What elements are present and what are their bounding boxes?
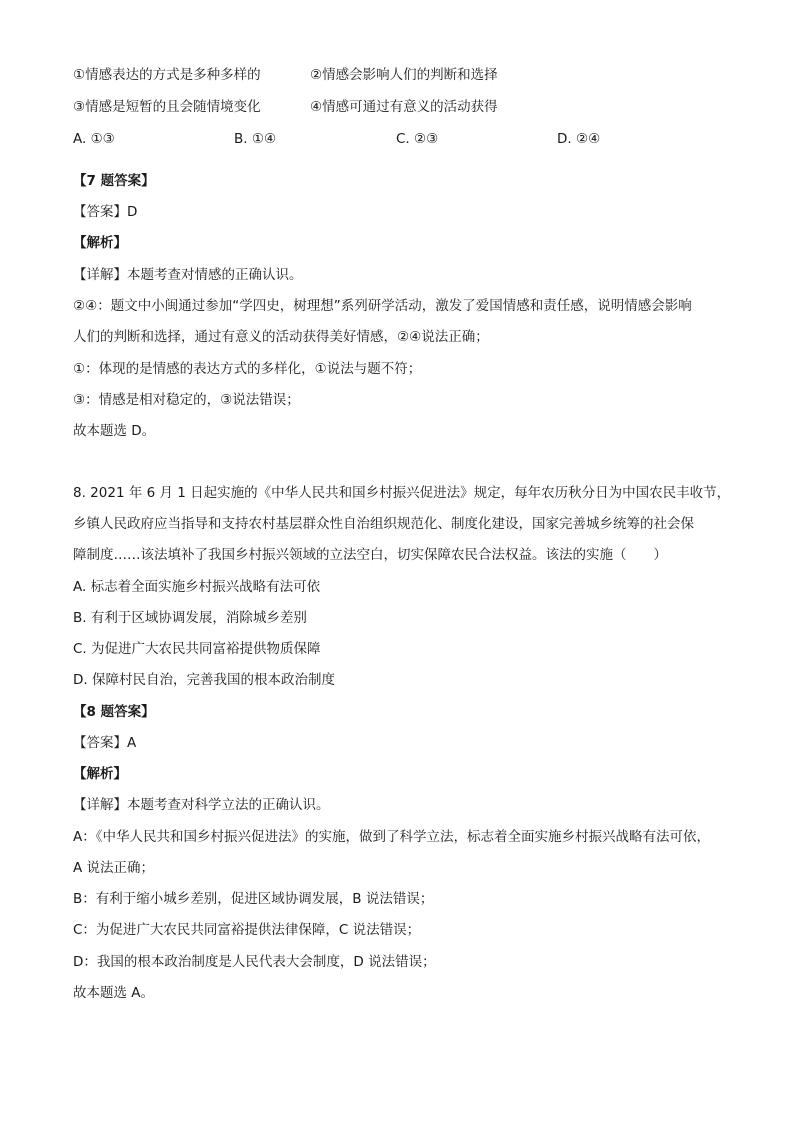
q8-answer-header: 【8 题答案】 — [73, 704, 155, 720]
q8-explanation-d: D：我国的根本政治制度是人民代表大会制度，D 说法错误； — [73, 954, 436, 970]
q7-statement-4: ④情感可通过有意义的活动获得 — [310, 99, 498, 115]
q8-explanation-a2: A 说法正确； — [73, 860, 155, 876]
q7-choice-c: C. ②③ — [396, 131, 439, 147]
q7-explanation-2: ①：体现的是情感的表达方式的多样化，①说法与题不符； — [73, 361, 422, 377]
q7-statement-1: ①情感表达的方式是多种多样的 — [73, 67, 261, 83]
q8-analysis-label: 【解析】 — [73, 766, 127, 782]
q8-option-d: D. 保障村民自治，完善我国的根本政治制度 — [73, 672, 335, 688]
q7-conclusion: 故本题选 D。 — [73, 423, 156, 439]
q7-choice-d: D. ②④ — [557, 131, 601, 147]
q7-explanation-1b: 人们的判断和选择，通过有意义的活动获得美好情感，②④说法正确； — [73, 329, 489, 345]
q8-option-b: B. 有利于区域协调发展，消除城乡差别 — [73, 610, 307, 626]
q8-detail: 【详解】本题考查对科学立法的正确认识。 — [73, 797, 330, 813]
q8-conclusion: 故本题选 A。 — [73, 985, 155, 1001]
q7-explanation-3: ③：情感是相对稳定的，③说法错误； — [73, 392, 300, 408]
q7-statement-2: ②情感会影响人们的判断和选择 — [310, 67, 498, 83]
q8-explanation-b: B：有利于缩小城乡差别，促进区域协调发展，B 说法错误； — [73, 891, 434, 907]
q7-choice-b: B. ①④ — [234, 131, 277, 147]
q7-analysis-label: 【解析】 — [73, 235, 127, 251]
q7-detail: 【详解】本题考查对情感的正确认识。 — [73, 267, 303, 283]
q7-statement-3: ③情感是短暂的且会随情境变化 — [73, 99, 261, 115]
q8-explanation-c: C：为促进广大农民共同富裕提供法律保障，C 说法错误； — [73, 922, 421, 938]
q7-choice-a: A. ①③ — [73, 131, 115, 147]
q7-answer: 【答案】D — [73, 204, 138, 220]
q8-stem-line-1: 8. 2021 年 6 月 1 日起实施的《中华人民共和国乡村振兴促进法》规定，每年农历秋分日为中国农民丰收节， — [73, 485, 731, 501]
q8-answer: 【答案】A — [73, 735, 137, 751]
q7-answer-header: 【7 题答案】 — [73, 173, 155, 189]
q7-explanation-1a: ②④：题文中小闽通过参加“学四史，树理想”系列研学活动，激发了爱国情感和责任感，说明情感会影响 — [73, 298, 692, 314]
q8-option-c: C. 为促进广大农民共同富裕提供物质保障 — [73, 641, 321, 657]
q8-stem-line-2: 乡镇人民政府应当指导和支持农村基层群众性自治组织规范化、制度化建设，国家完善城乡统筹的社会保 — [73, 516, 694, 532]
q8-explanation-a1: A：《中华人民共和国乡村振兴促进法》的实施，做到了科学立法，标志着全面实施乡村振兴战略有法可依， — [73, 829, 710, 845]
q8-stem-line-3: 障制度……该法填补了我国乡村振兴领域的立法空白，切实保障农民合法权益。该法的实施（ ） — [73, 547, 667, 563]
q8-option-a: A. 标志着全面实施乡村振兴战略有法可依 — [73, 579, 321, 595]
